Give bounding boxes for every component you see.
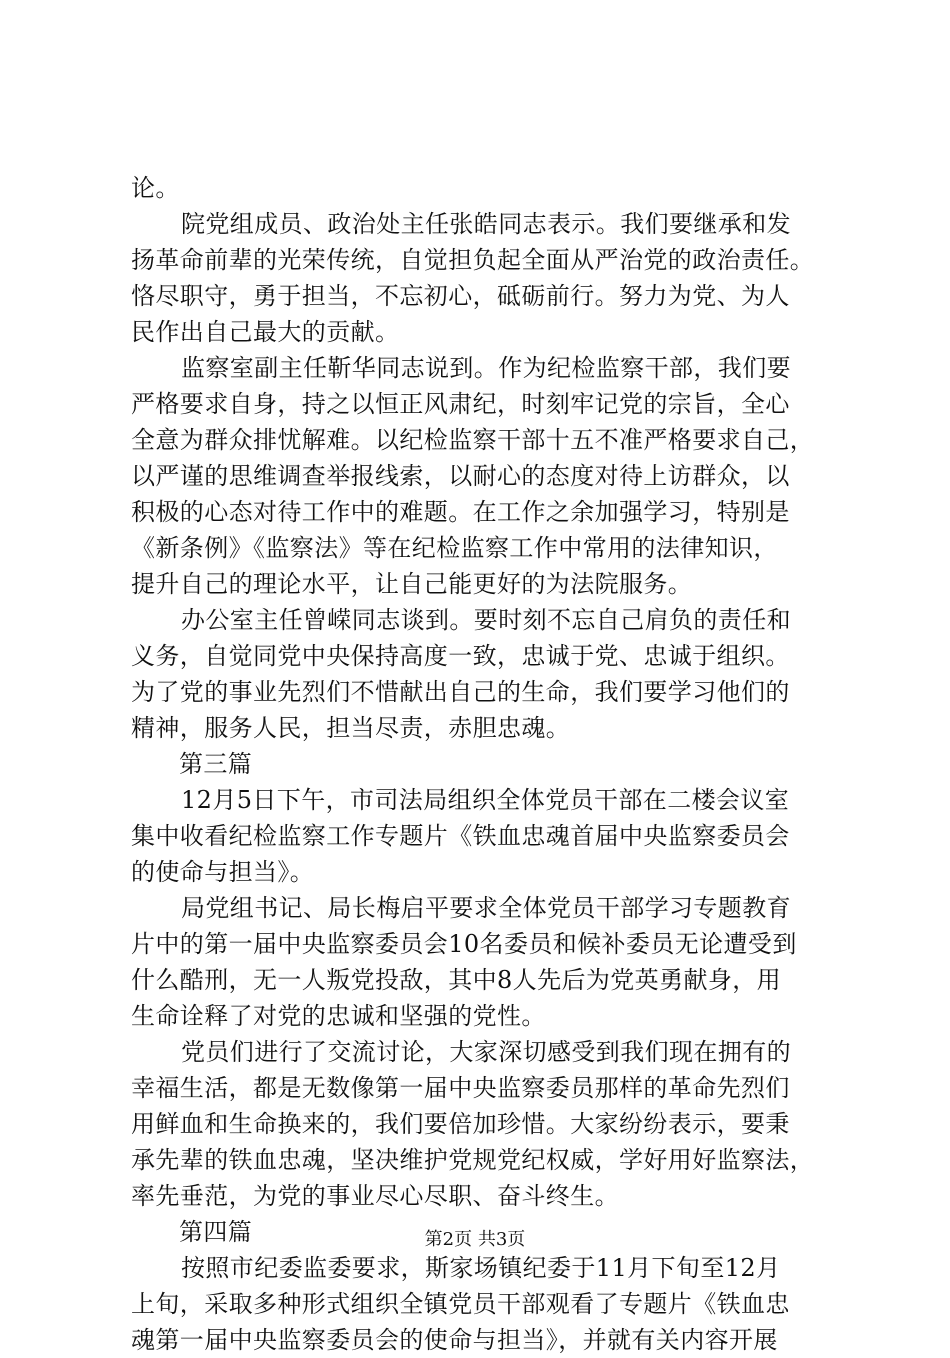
section-heading: 第三篇: [179, 750, 253, 778]
section-heading: 第四篇: [179, 1218, 253, 1246]
text-line: 幸福生活，都是无数像第一届中央监察委员那样的革命先烈们: [131, 1074, 790, 1102]
text-line: 用鲜血和生命换来的，我们要倍加珍惜。大家纷纷表示，要秉: [131, 1110, 790, 1138]
text-line: 监察室副主任靳华同志说到。作为纪检监察干部，我们要: [181, 354, 791, 382]
text-line: 《新条例》《监察法》等在纪检监察工作中常用的法律知识，: [131, 534, 778, 562]
text-line: 民作出自己最大的贡献。: [131, 318, 400, 346]
document-body: [131, 170, 846, 1358]
text-line: 上旬，采取多种形式组织全镇党员干部观看了专题片《铁血忠: [131, 1290, 790, 1318]
text-line: 局党组书记、局长梅启平要求全体党员干部学习专题教育: [181, 894, 791, 922]
page-footer: 第2页 共3页: [424, 1229, 526, 1250]
text-line: 院党组成员、政治处主任张皓同志表示。我们要继承和发: [181, 210, 791, 238]
text-line: 提升自己的理论水平，让自己能更好的为法院服务。: [131, 570, 693, 598]
text-line: 为了党的事业先烈们不惜献出自己的生命，我们要学习他们的: [131, 678, 790, 706]
text-line: 精神，服务人民，担当尽责，赤胆忠魂。: [131, 714, 571, 742]
text-line: 全意为群众排忧解难。以纪检监察干部十五不准严格要求自己，: [131, 426, 815, 454]
text-line: 办公室主任曾嵘同志谈到。要时刻不忘自己肩负的责任和: [181, 606, 791, 634]
text-line: 按照市纪委监委要求，斯家场镇纪委于11月下旬至12月: [181, 1254, 781, 1282]
text-line: 率先垂范，为党的事业尽心尽职、奋斗终生。: [131, 1182, 619, 1210]
text-line: 论。: [131, 174, 180, 202]
text-line: 扬革命前辈的光荣传统，自觉担负起全面从严治党的政治责任。: [131, 246, 815, 274]
text-line: 积极的心态对待工作中的难题。在工作之余加强学习，特别是: [131, 498, 790, 526]
text-line: 12月5日下午，市司法局组织全体党员干部在二楼会议室: [181, 786, 790, 814]
text-line: 承先辈的铁血忠魂，坚决维护党规党纪权威，学好用好监察法，: [131, 1146, 815, 1174]
text-line: 义务，自觉同党中央保持高度一致，忠诚于党、忠诚于组织。: [131, 642, 790, 670]
text-line: 的使命与担当》。: [131, 858, 315, 886]
text-line: 生命诠释了对党的忠诚和坚强的党性。: [131, 1002, 546, 1030]
text-line: 集中收看纪检监察工作专题片《铁血忠魂首届中央监察委员会: [131, 822, 790, 850]
text-line: 严格要求自身，持之以恒正风肃纪，时刻牢记党的宗旨，全心: [131, 390, 790, 418]
text-line: 恪尽职守，勇于担当，不忘初心，砥砺前行。努力为党、为人: [131, 282, 790, 310]
text-line: 什么酷刑，无一人叛党投敌，其中8人先后为党英勇献身，用: [131, 966, 782, 994]
text-line: 以严谨的思维调查举报线索，以耐心的态度对待上访群众，以: [131, 462, 790, 490]
text-line: 魂第一届中央监察委员会的使命与担当》，并就有关内容开展: [131, 1326, 778, 1354]
text-line: 党员们进行了交流讨论，大家深切感受到我们现在拥有的: [181, 1038, 791, 1066]
text-line: 片中的第一届中央监察委员会10名委员和候补委员无论遭受到: [131, 930, 797, 958]
